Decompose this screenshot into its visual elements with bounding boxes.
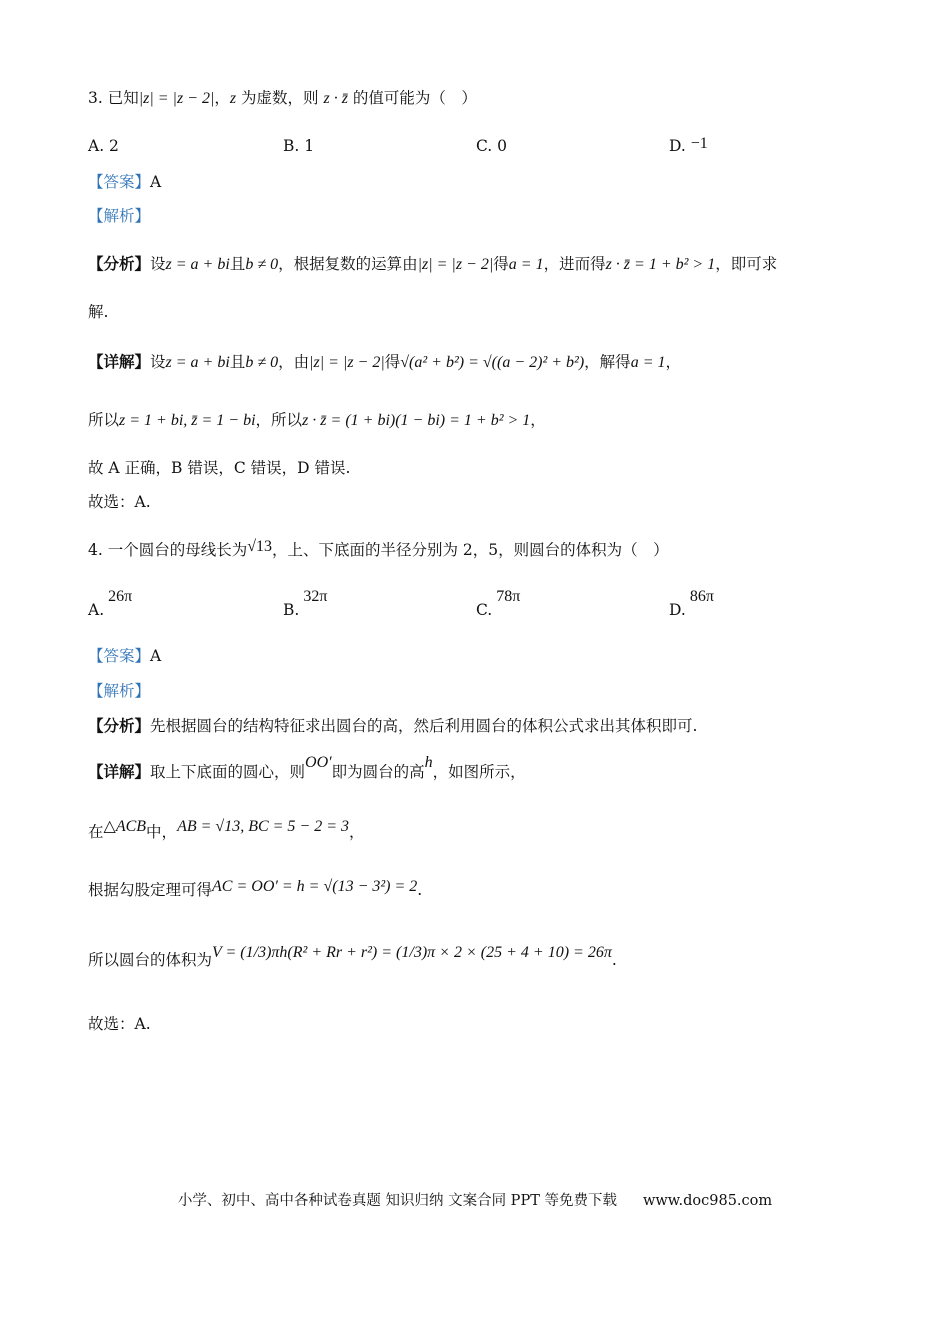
q3-analysis-tag: 【解析】 xyxy=(88,207,151,225)
q3-fenxi: 【分析】设z = a + bi且b ≠ 0，根据复数的运算由|z| = |z − 2|得a = 1，进而得z · z̄ = 1 + b² > 1，即可求 xyxy=(88,254,778,273)
q3-xiangjie-line3: 故 A 正确，B 错误，C 错误，D 错误. xyxy=(88,459,351,477)
q3-option-c: C. 0 xyxy=(476,137,508,155)
q3-option-d: D. −1 xyxy=(669,135,708,155)
q3-xiangjie-line1: 【详解】设z = a + bi且b ≠ 0，由|z| = |z − 2|得√(a² + b²) = √((a − 2)² + b²)，解得a = 1， xyxy=(88,352,681,371)
q4-option-d: D.86π xyxy=(669,588,714,619)
q3-option-a: A. 2 xyxy=(88,137,119,155)
q4-stem-math: √13 xyxy=(247,538,272,555)
q3-option-b: B. 1 xyxy=(283,137,315,155)
q3-stem-expression: z · z̄ xyxy=(323,90,348,107)
q4-fenxi: 【分析】先根据圆台的结构特征求出圆台的高，然后利用圆台的体积公式求出其体积即可. xyxy=(88,716,698,735)
q4-analysis-tag: 【解析】 xyxy=(88,682,151,700)
q4-xiangjie-line5: 故选：A. xyxy=(88,1015,151,1033)
footer-url[interactable]: www.doc985.com xyxy=(642,1193,773,1209)
q4-option-c: C.78π xyxy=(476,588,521,619)
q3-answer: 【答案】A xyxy=(88,173,162,191)
q4-xiangjie-line1: 【详解】取上下底面的圆心，则OO′即为圆台的高h，如图所示， xyxy=(88,754,526,781)
q4-xiangjie-line4: 所以圆台的体积为V = (1/3)πh(R² + Rr + r²) = (1/3)π × 2 × (25 + 4 + 10) = 26π. xyxy=(88,944,617,969)
q4-xiangjie-line3: 根据勾股定理可得AC = OO′ = h = √(13 − 3²) = 2. xyxy=(88,878,423,899)
q4-option-a: A.26π xyxy=(88,588,133,619)
q4-stem: 4. 一个圆台的母线长为√13，上、下底面的半径分别为 2，5，则圆台的体积为（ ） xyxy=(88,538,669,559)
q3-fenxi-continued: 解. xyxy=(88,303,109,321)
q3-stem-condition: |z| = |z − 2| xyxy=(138,90,215,107)
q3-xiangjie-line2: 所以z = 1 + bi, z̄ = 1 − bi，所以z · z̄ = (1 + bi)(1 − bi) = 1 + b² > 1， xyxy=(88,411,546,429)
q4-answer: 【答案】A xyxy=(88,647,162,665)
q3-xiangjie-line4: 故选：A. xyxy=(88,493,151,511)
footer-text: 小学、初中、高中各种试卷真题 知识归纳 文案合同 PPT 等免费下载 xyxy=(177,1193,617,1209)
page-footer xyxy=(0,1190,950,1212)
q3-stem: 3. 已知|z| = |z − 2|，z 为虚数，则 z · z̄ 的值可能为（ ） xyxy=(88,89,477,107)
q4-option-b: B.32π xyxy=(283,588,328,619)
q4-xiangjie-line2: 在△ACB中，AB = √13, BC = 5 − 2 = 3， xyxy=(88,818,365,841)
